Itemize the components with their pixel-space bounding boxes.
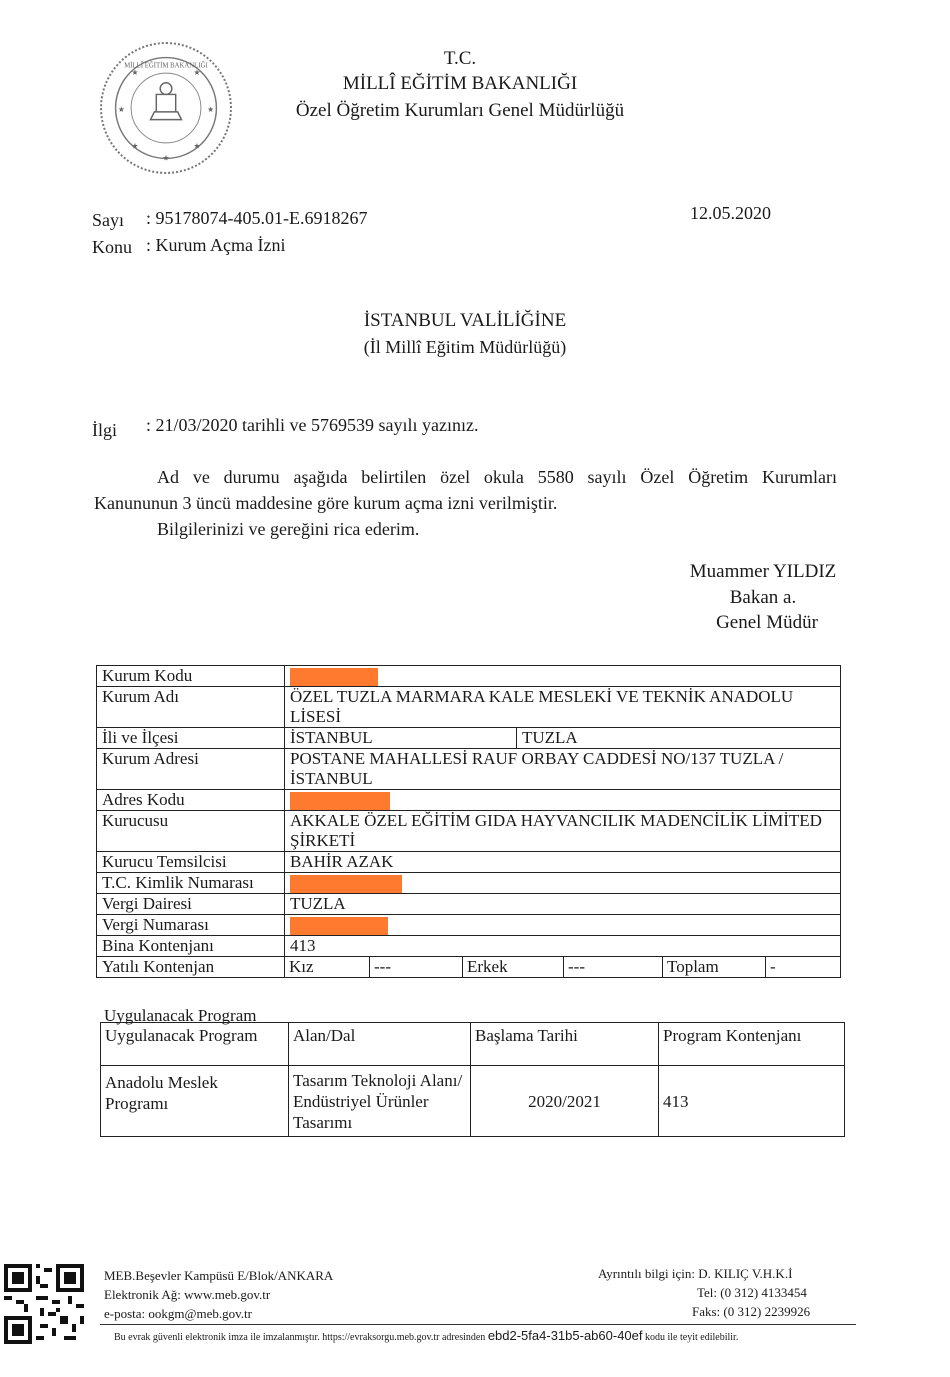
il-ilce-label: İli ve İlçesi: [97, 728, 285, 749]
table-row: [97, 728, 841, 749]
bina-kontenjan-label: Bina Kontenjanı: [97, 936, 285, 957]
vergi-dairesi-value: TUZLA: [285, 894, 841, 915]
table-row: [97, 936, 841, 957]
table-row: [97, 790, 841, 811]
body-line-1: Ad ve durumu aşağıda belirtilen özel okula 5580 sayılı Özel Öğretim Kurumları: [157, 467, 837, 487]
kurucu-label: Kurucusu: [97, 811, 285, 852]
erkek-label: Erkek: [463, 957, 564, 977]
redaction-block: [290, 875, 402, 893]
signatory-title-1: Bakan a.: [729, 587, 797, 608]
verification-note: [114, 1328, 738, 1343]
header-tc: T.C.: [443, 48, 477, 69]
adres-kodu-label: Adres Kodu: [97, 790, 285, 811]
table-row: [97, 749, 841, 790]
tc-kimlik-label: T.C. Kimlik Numarası: [97, 873, 285, 894]
vergi-dairesi-label: Vergi Dairesi: [97, 894, 285, 915]
redaction-block: [290, 917, 388, 935]
recipient-title: İSTANBUL VALİLİĞİNE: [363, 310, 567, 331]
redaction-block: [290, 792, 390, 810]
kurum-adi-label: Kurum Adı: [97, 687, 285, 728]
vergi-no-label: Vergi Numarası: [97, 915, 285, 936]
table-header-row: [101, 1023, 845, 1066]
yatili-kontenjan-label: Yatılı Kontenjan: [97, 957, 285, 978]
toplam-label: Toplam: [663, 957, 766, 977]
seal-text: MİLLÎ EĞİTİM BAKANLIĞI: [124, 62, 208, 70]
adres-label: Kurum Adresi: [97, 749, 285, 790]
konu-value: : Kurum Açma İzni: [146, 235, 286, 255]
adres-kodu-value: [285, 790, 841, 811]
temsilci-value: BAHİR AZAK: [285, 852, 841, 873]
kurum-kodu-label: Kurum Kodu: [97, 666, 285, 687]
yatili-kontenjan-values: [285, 957, 841, 978]
table-row: [97, 666, 841, 687]
svg-text:★: ★: [131, 141, 139, 151]
footer-tel: Tel: (0 312) 4133454: [697, 1285, 807, 1300]
qr-code: [4, 1264, 84, 1344]
ilgi-value: : 21/03/2020 tarihli ve 5769539 sayılı yazınız.: [146, 415, 479, 435]
table-row: [97, 957, 841, 978]
column-header: Program Kontenjanı: [659, 1023, 845, 1066]
header-ministry: MİLLÎ EĞİTİM BAKANLIĞI: [342, 73, 578, 94]
table-row: [97, 811, 841, 852]
table-row: [97, 873, 841, 894]
adres-value: POSTANE MAHALLESİ RAUF ORBAY CADDESİ NO/137 TUZLA / İSTANBUL: [285, 749, 841, 790]
footer-faks: Faks: (0 312) 2239926: [692, 1304, 811, 1319]
toplam-value: -: [770, 957, 776, 977]
konu-label: Konu: [92, 237, 132, 257]
kurum-adi-value: ÖZEL TUZLA MARMARA KALE MESLEKİ VE TEKNİK ANADOLU LİSESİ: [285, 687, 841, 728]
svg-text:★: ★: [193, 68, 201, 78]
program-table: [100, 1022, 845, 1137]
table-row: [97, 852, 841, 873]
svg-text:★: ★: [162, 153, 170, 163]
ilgi-label: İlgi: [92, 420, 117, 440]
header-directorate: Özel Öğretim Kurumları Genel Müdürlüğü: [295, 100, 625, 121]
verification-suffix: kodu ile teyit edilebilir.: [645, 1332, 739, 1343]
document-date: 12.05.2020: [690, 203, 771, 223]
verification-code: ebd2-5fa4-31b5-ab60-40ef: [487, 1328, 643, 1343]
ilce-value: TUZLA: [517, 728, 841, 749]
temsilci-label: Kurucu Temsilcisi: [97, 852, 285, 873]
tc-kimlik-value: [285, 873, 841, 894]
signatory-name: Muammer YILDIZ: [689, 561, 837, 582]
body-closing: Bilgilerinizi ve gereğini rica ederim.: [157, 519, 420, 539]
svg-text:★: ★: [131, 68, 139, 78]
bina-kontenjan-value: 413: [285, 936, 841, 957]
kiz-value: ---: [370, 957, 463, 977]
body-line-2: Kanununun 3 üncü maddesine göre kurum açma izni verilmiştir.: [94, 493, 558, 513]
program-section-title: Uygulanacak Program: [104, 1006, 257, 1025]
footer-contact: Ayrıntılı bilgi için: D. KILIÇ V.H.K.İ: [598, 1266, 793, 1281]
erkek-value: ---: [564, 957, 663, 977]
redaction-block: [290, 668, 378, 686]
sayi-value: : 95178074-405.01-E.6918267: [146, 208, 368, 228]
seal-graphic: [102, 44, 230, 172]
table-row: [101, 1066, 845, 1137]
footer-divider: [100, 1324, 856, 1325]
verification-prefix: Bu evrak güvenli elektronik imza ile imzalanmıştır. https://evraksorgu.meb.gov.tr adresinden: [114, 1332, 486, 1343]
program-kontenjan: 413: [659, 1066, 845, 1137]
column-header: Başlama Tarihi: [471, 1023, 659, 1066]
table-row: [97, 894, 841, 915]
institution-info-table: [96, 665, 841, 978]
kurucu-value: AKKALE ÖZEL EĞİTİM GIDA HAYVANCILIK MADENCİLİK LİMİTED ŞİRKETİ: [285, 811, 841, 852]
recipient-subtitle: (İl Millî Eğitim Müdürlüğü): [363, 337, 567, 357]
svg-text:★: ★: [117, 104, 125, 114]
column-header: Uygulanacak Program: [101, 1023, 289, 1066]
sayi-label: Sayı: [92, 210, 125, 230]
table-row: [97, 687, 841, 728]
footer-address: MEB.Beşevler Kampüsü E/Blok/ANKARA: [104, 1268, 334, 1283]
program-name: Anadolu Meslek Programı: [101, 1066, 289, 1137]
ministry-seal: [100, 42, 232, 174]
kurum-kodu-value: [285, 666, 841, 687]
column-header: Alan/Dal: [289, 1023, 471, 1066]
vergi-no-value: [285, 915, 841, 936]
program-alan: Tasarım Teknoloji Alanı/ Endüstriyel Ürünler Tasarımı: [289, 1066, 471, 1137]
il-value: İSTANBUL: [285, 728, 517, 749]
footer-web: Elektronik Ağ: www.meb.gov.tr: [104, 1287, 271, 1302]
table-row: [97, 915, 841, 936]
signatory-title-2: Genel Müdür: [716, 612, 818, 633]
footer-email: e-posta: ookgm@meb.gov.tr: [104, 1306, 252, 1321]
svg-text:★: ★: [193, 141, 201, 151]
program-baslama: 2020/2021: [471, 1066, 659, 1137]
kiz-label: Kız: [285, 957, 370, 977]
svg-text:★: ★: [207, 104, 215, 114]
